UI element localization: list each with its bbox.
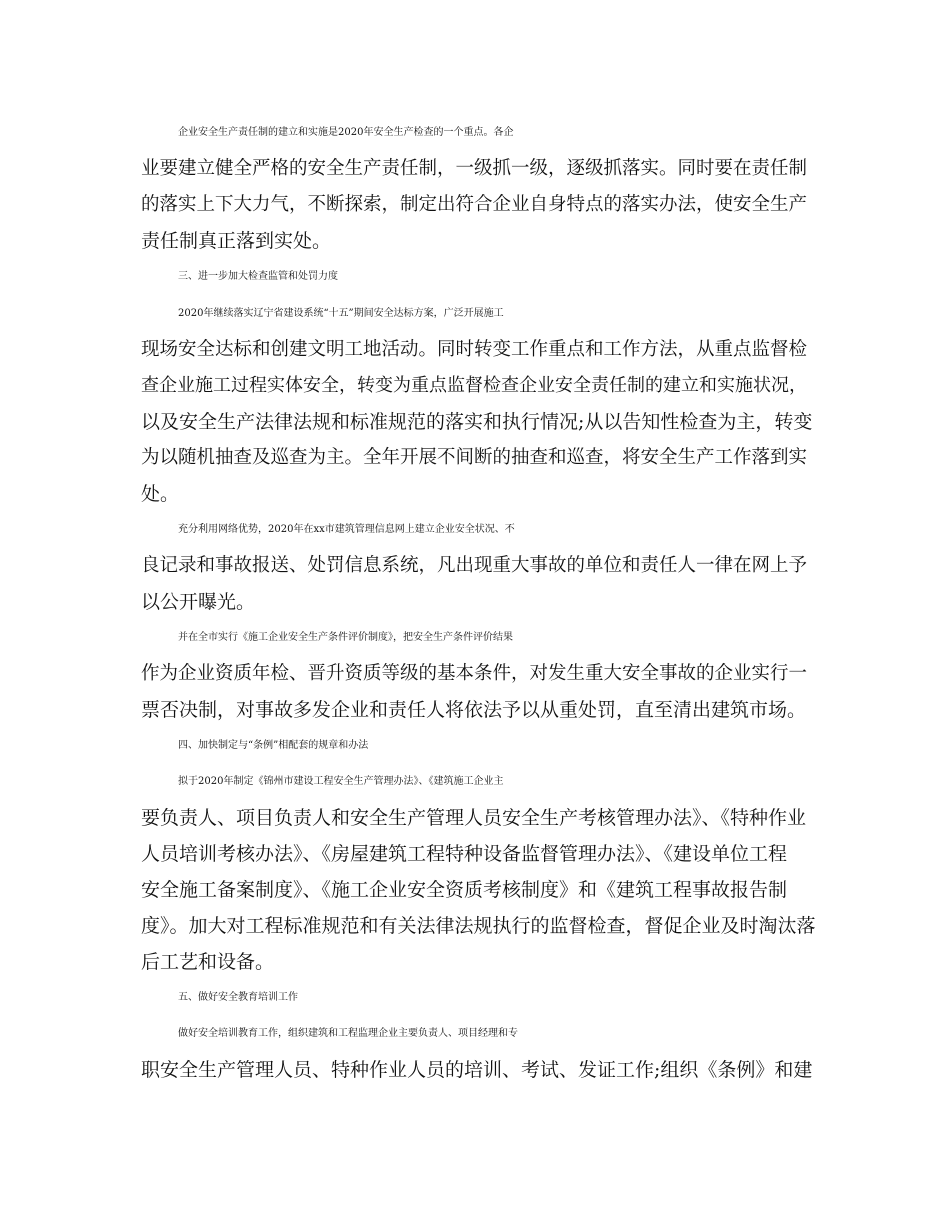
paragraph-line: 处。 [141, 483, 180, 505]
paragraph-line: 人员培训考核办法》、《房屋建筑工程特种设备监督管理办法》、《建设单位工程 [141, 843, 788, 865]
paragraph-line: 为以随机抽查及巡查为主。全年开展不间断的抽查和巡查，将安全生产工作落到实 [141, 447, 808, 468]
paragraph-line: 安全施工备案制度》、《施工企业安全资质考核制度》和《建筑工程事故报告制 [141, 879, 788, 901]
paragraph-line: 充分利用网络优势，2020年在xx市建筑管理信息网上建立企业安全状况、不 [178, 524, 515, 535]
section-heading: 三、进一步加大检查监管和处罚力度 [178, 271, 338, 282]
paragraph-line: 后工艺和设备。 [141, 951, 275, 973]
paragraph-line: 良记录和事故报送、处罚信息系统，凡出现重大事故的单位和责任人一律在网上予 [141, 555, 808, 576]
paragraph-line: 2020年继续落实辽宁省建设系统“十五”期间安全达标方案，广泛开展施工 [178, 308, 504, 319]
paragraph-line: 要负责人、项目负责人和安全生产管理人员安全生产考核管理办法》、《特种作业 [141, 807, 807, 829]
paragraph-line: 现场安全达标和创建文明工地活动。同时转变工作重点和工作方法，从重点监督检 [141, 339, 808, 360]
paragraph-line: 业要建立健全严格的安全生产责任制，一级抓一级，逐级抓落实。同时要在责任制 [141, 158, 808, 179]
paragraph-line: 以公开曝光。 [141, 591, 256, 613]
paragraph-line: 票否决制，对事故多发企业和责任人将依法予以从重处罚，直至清出建筑市场。 [141, 699, 807, 721]
paragraph-line: 做好安全培训教育工作，组织建筑和工程监理企业主要负责人、项目经理和专 [178, 1028, 518, 1039]
paragraph-line: 度》。加大对工程标准规范和有关法律法规执行的监督检查，督促企业及时淘汰落 [141, 915, 816, 937]
paragraph-line: 企业安全生产责任制的建立和实施是2020年安全生产检查的一个重点。各企 [178, 127, 514, 138]
paragraph-line: 拟于2020年制定《锦州市建设工程安全生产管理办法》、《建筑施工企业主 [178, 776, 504, 787]
paragraph-line: 作为企业资质年检、晋升资质等级的基本条件，对发生重大安全事故的企业实行一 [141, 663, 808, 684]
section-heading: 四、加快制定与“条例”相配套的规章和办法 [178, 740, 369, 751]
section-heading: 五、做好安全教育培训工作 [178, 992, 298, 1003]
paragraph-line: 责任制真正落到实处。 [141, 230, 332, 252]
paragraph-line: 并在全市实行《施工企业安全生产条件评价制度》，把安全生产条件评价结果 [178, 632, 513, 643]
paragraph-line: 查企业施工过程实体安全，转变为重点监督检查企业安全责任制的建立和实施状况， [141, 375, 807, 396]
paragraph-line: 以及安全生产法律法规和标准规范的落实和执行情况;从以告知性检查为主，转变 [141, 411, 813, 433]
paragraph-line: 的落实上下大力气，不断探索，制定出符合企业自身特点的落实办法，使安全生产 [141, 194, 808, 215]
paragraph-line: 职安全生产管理人员、特种作业人员的培训、考试、发证工作;组织《条例》和建 [141, 1059, 813, 1081]
